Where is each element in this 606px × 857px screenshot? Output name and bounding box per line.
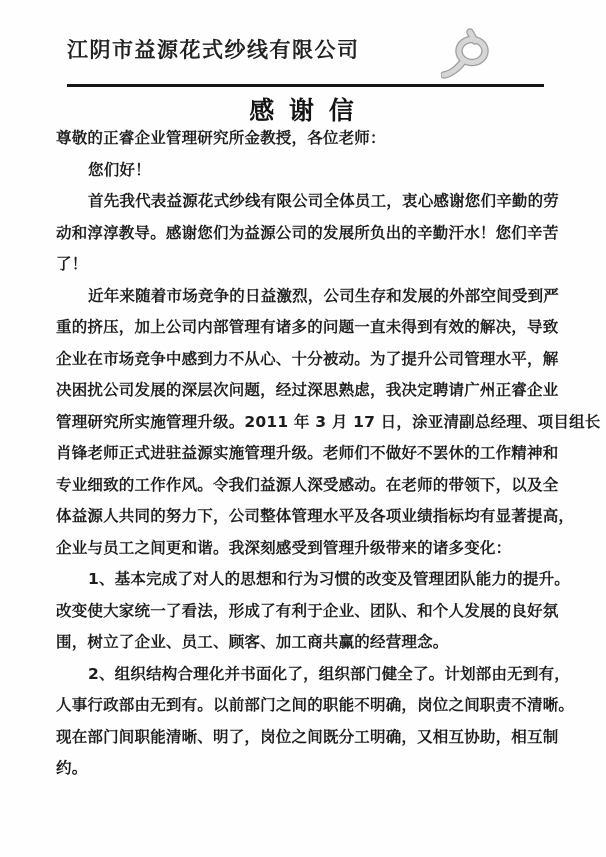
letter-line: 肖锋老师正式进驻益源实施管理升级。老师们不做好不罢休的工作精神和 bbox=[56, 444, 559, 462]
letter-body bbox=[56, 123, 601, 785]
letter-line: 约。 bbox=[56, 759, 88, 777]
letter-line: 重的挤压，加上公司内部管理有诸多的问题一直未得到有效的解决，导致 bbox=[56, 318, 559, 336]
letter-line: 您们好！ bbox=[88, 160, 151, 179]
header-divider bbox=[67, 84, 544, 87]
letter-line: 现在部门间职能清晰、明了，岗位之间既分工明确，又相互协助，相互制 bbox=[56, 727, 559, 746]
letter-line: 专业细致的工作作风。令我们益源人深受感动。在老师的带领下，以及全 bbox=[56, 475, 559, 494]
letter-line: 了！ bbox=[56, 255, 88, 273]
letter-line: 围，树立了企业、员工、顾客、加工商共赢的经营理念。 bbox=[56, 633, 449, 651]
letter-title: 感 谢 信 bbox=[249, 96, 357, 125]
letter-line: 企业在市场竞争中感到力不从心、十分被动。为了提升公司管理水平，解 bbox=[56, 349, 559, 368]
letter-line: 尊敬的正睿企业管理研究所金教授，各位老师： bbox=[56, 129, 386, 147]
letter-line: 企业与员工之间更和谐。我深刻感受到管理升级带来的诸多变化： bbox=[56, 538, 512, 557]
letter-line: 人事行政部由无到有。以前部门之间的职能不明确，岗位之间职责不清晰。 bbox=[56, 696, 575, 714]
letter-line: 决困扰公司发展的深层次问题，经过深思熟虑，我决定聘请广州正睿企业 bbox=[56, 381, 559, 399]
letter-line: 2、组织结构合理化并书面化了，组织部门健全了。计划部由无到有， bbox=[88, 664, 570, 683]
yarn-knot-icon bbox=[441, 28, 499, 80]
letter-line: 近年来随着市场竞争的日益激烈，公司生存和发展的外部空间受到严 bbox=[88, 286, 560, 305]
letter-line: 管理研究所实施管理升级。2011 年 3 月 17 日，涂亚清副总经理、项目组长 bbox=[56, 412, 601, 431]
company-name: 江阴市益源花式纱线有限公司 bbox=[67, 37, 360, 62]
letter-line: 体益源人共同的努力下，公司整体管理水平及各项业绩指标均有显著提高， bbox=[56, 507, 575, 525]
letter-line: 动和淳淳教导。感谢您们为益源公司的发展所负出的辛勤汗水！您们辛苦 bbox=[56, 223, 559, 242]
letter-line: 首先我代表益源花式纱线有限公司全体员工，衷心感谢您们辛勤的劳 bbox=[88, 192, 560, 210]
letter-line: 1、基本完成了对人的思想和行为习惯的改变及管理团队能力的提升。 bbox=[88, 570, 570, 588]
letter-line: 改变使大家统一了看法，形成了有利于企业、团队、和个人发展的良好氛 bbox=[56, 601, 559, 620]
